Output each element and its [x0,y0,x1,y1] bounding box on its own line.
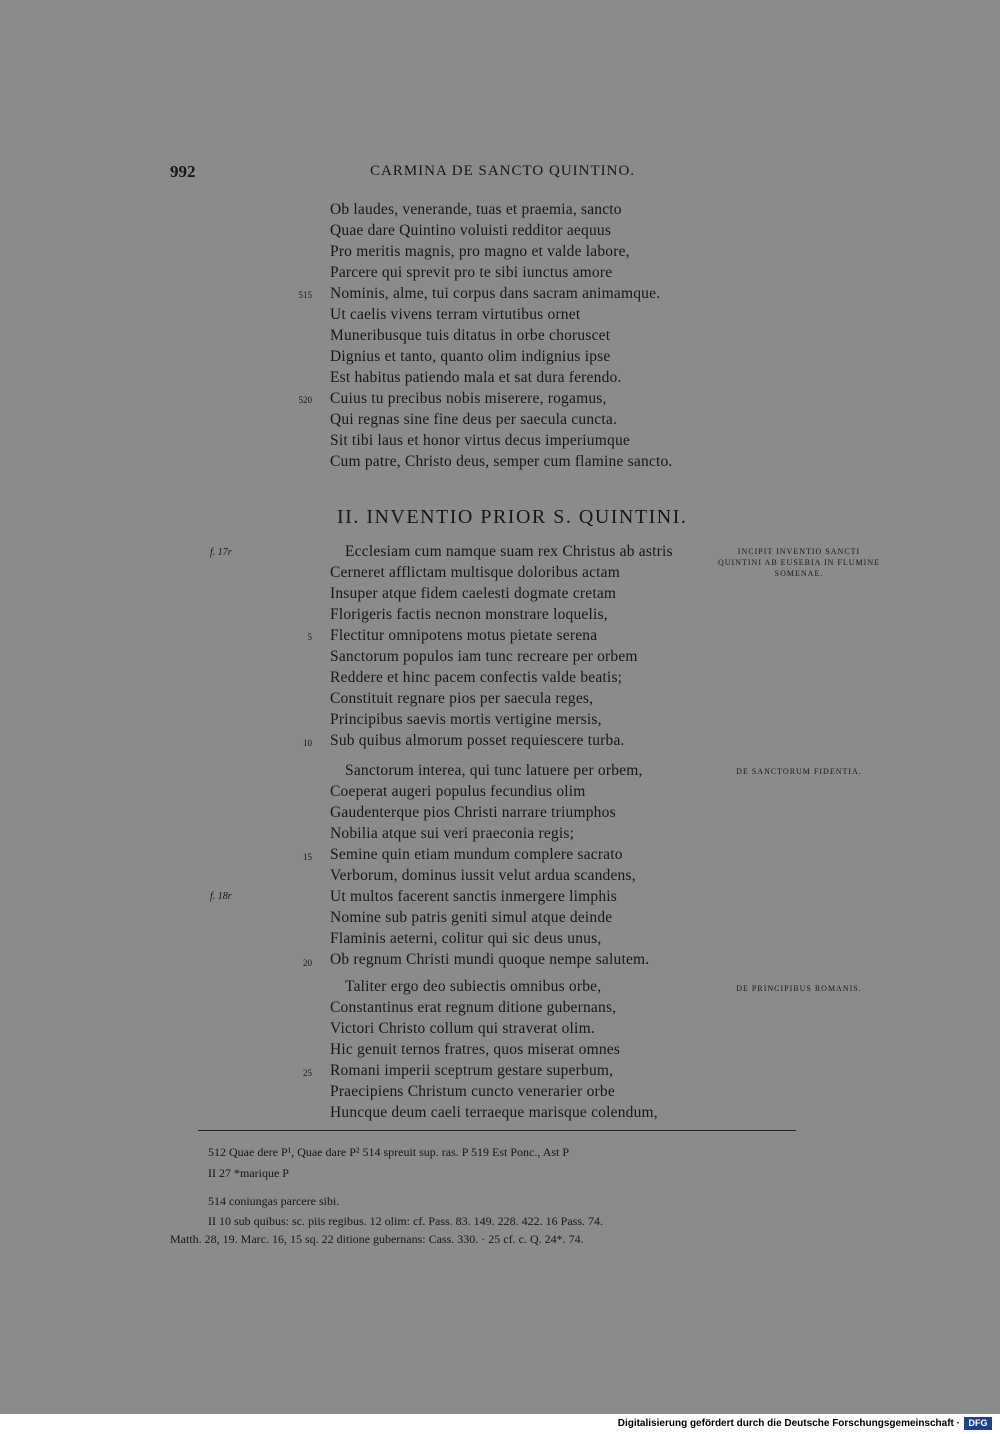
verse-line: Cerneret afflictam multisque doloribus actam [330,564,621,581]
verse-line: Semine quin etiam mundum complere sacrato [330,846,623,863]
section-heading: II. INVENTIO PRIOR S. QUINTINI. [337,506,688,528]
verse-line: Sit tibi laus et honor virtus decus imperiumque [330,432,630,449]
running-title: CARMINA DE SANCTO QUINTINO. [370,163,636,179]
verse-line: Cuius tu precibus nobis miserere, rogamus, [330,390,607,407]
verse-line: Romani imperii sceptrum gestare superbum, [330,1062,614,1079]
verse-line: Praecipiens Christum cuncto venerarier orbe [330,1083,615,1100]
verse-line: Flectitur omnipotens motus pietate serena [330,627,598,644]
verse-line: Hic genuit ternos fratres, quos miserat omnes [330,1041,621,1058]
page-number: 992 [170,162,196,181]
verse-line: Est habitus patiendo mala et sat dura ferendo. [330,369,622,386]
commentary-line: 514 coniungas parcere sibi. [208,1194,340,1208]
verse-line: Pro meritis magnis, pro magno et valde labore, [330,243,630,260]
footer-bar [0,1414,1000,1434]
line-number: 20 [303,958,312,968]
verse-line: Verborum, dominus iussit velut ardua scandens, [330,867,636,884]
line-number: 15 [303,852,312,862]
funding-credit: Digitalisierung gefördert durch die Deutsche Forschungsgemeinschaft · [617,1418,960,1429]
line-number: 5 [307,632,312,642]
verse-line: Sanctorum interea, qui tunc latuere per orbem, [345,762,643,779]
verse-line: Nobilia atque sui veri praeconia regis; [330,825,575,842]
verse-line: Constituit regnare pios per saecula reges, [330,690,594,707]
verse-line: Quae dare Quintino voluisti redditor aequus [330,222,612,239]
verse-line: Ut caelis vivens terram virtutibus ornet [330,306,581,323]
verse-line: Flaminis aeterni, colitur qui sic deus unus, [330,930,602,947]
commentary-line: II 10 sub quibus: sc. piis regibus. 12 olim: cf. Pass. 83. 149. 228. 422. 16 Pass. 74. [208,1214,603,1228]
verse-line: Ecclesiam cum namque suam rex Christus ab astris [345,543,673,560]
verse-line: Ob regnum Christi mundi quoque nempe salutem. [330,951,650,968]
verse-line: Insuper atque fidem caelesti dogmate cretam [330,585,617,602]
dfg-logo: DFG [964,1417,992,1430]
verse-line: Nominis, alme, tui corpus dans sacram animamque. [330,285,661,302]
commentary-line: Matth. 28, 19. Marc. 16, 15 sq. 22 ditione gubernans: Cass. 330. · 25 cf. c. Q. 24*. 74. [170,1232,584,1246]
verse-line: Taliter ergo deo subiectis omnibus orbe, [345,978,602,995]
running-head [170,162,730,184]
verse-line: Gaudenterque pios Christi narrare triumphos [330,804,616,821]
verse-line: Cum patre, Christo deus, semper cum flamine sancto. [330,453,673,470]
verse-line: Huncque deum caeli terraeque marisque colendum, [330,1104,658,1121]
verse-line: Florigeris factis necnon monstrare loquelis, [330,606,608,623]
margin-note: INCIPIT INVENTIO SANCTI QUINTINI AB EUSEBIA IN FLUMINE SOMENAE. [718,547,880,578]
verse-line: Principibus saevis mortis vertigine mersis, [330,711,602,728]
margin-note: DE PRINCIPIBUS ROMANIS. [736,984,862,993]
margin-note: DE SANCTORUM FIDENTIA. [736,767,862,776]
verse-line: Qui regnas sine fine deus per saecula cuncta. [330,411,618,428]
apparatus-line: 512 Quae dere P¹, Quae dare P² 514 spreuit sup. ras. P 519 Est Ponc., Ast P [208,1145,570,1159]
verse-line: Sanctorum populos iam tunc recreare per orbem [330,648,638,665]
verse-line: Parcere qui sprevit pro te sibi iunctus amore [330,264,613,281]
footnote-rule [198,1130,796,1131]
verse-line: Dignius et tanto, quanto olim indignius ipse [330,348,611,365]
verse-line: Reddere et hinc pacem confectis valde beatis; [330,669,623,686]
folio-mark: f. 17r [210,547,232,558]
verse-line: Muneribusque tuis ditatus in orbe choruscet [330,327,611,344]
verse-line: Victori Christo collum qui straverat olim. [330,1020,595,1037]
verse-line: Ut multos facerent sanctis inmergere limphis [330,888,618,905]
verse-line: Sub quibus almorum posset requiescere turba. [330,732,625,749]
verse-line: Constantinus erat regnum ditione gubernans, [330,999,617,1016]
line-number: 515 [298,290,312,300]
line-number: 10 [303,738,312,748]
folio-mark: f. 18r [210,891,232,902]
verse-line: Nomine sub patris geniti simul atque deinde [330,909,613,926]
line-number: 25 [303,1068,312,1078]
line-number: 520 [298,395,312,405]
verse-line: Coeperat augeri populus fecundius olim [330,783,586,800]
apparatus-line: II 27 *marique P [208,1166,289,1180]
verse-line: Ob laudes, venerande, tuas et praemia, sancto [330,201,622,218]
